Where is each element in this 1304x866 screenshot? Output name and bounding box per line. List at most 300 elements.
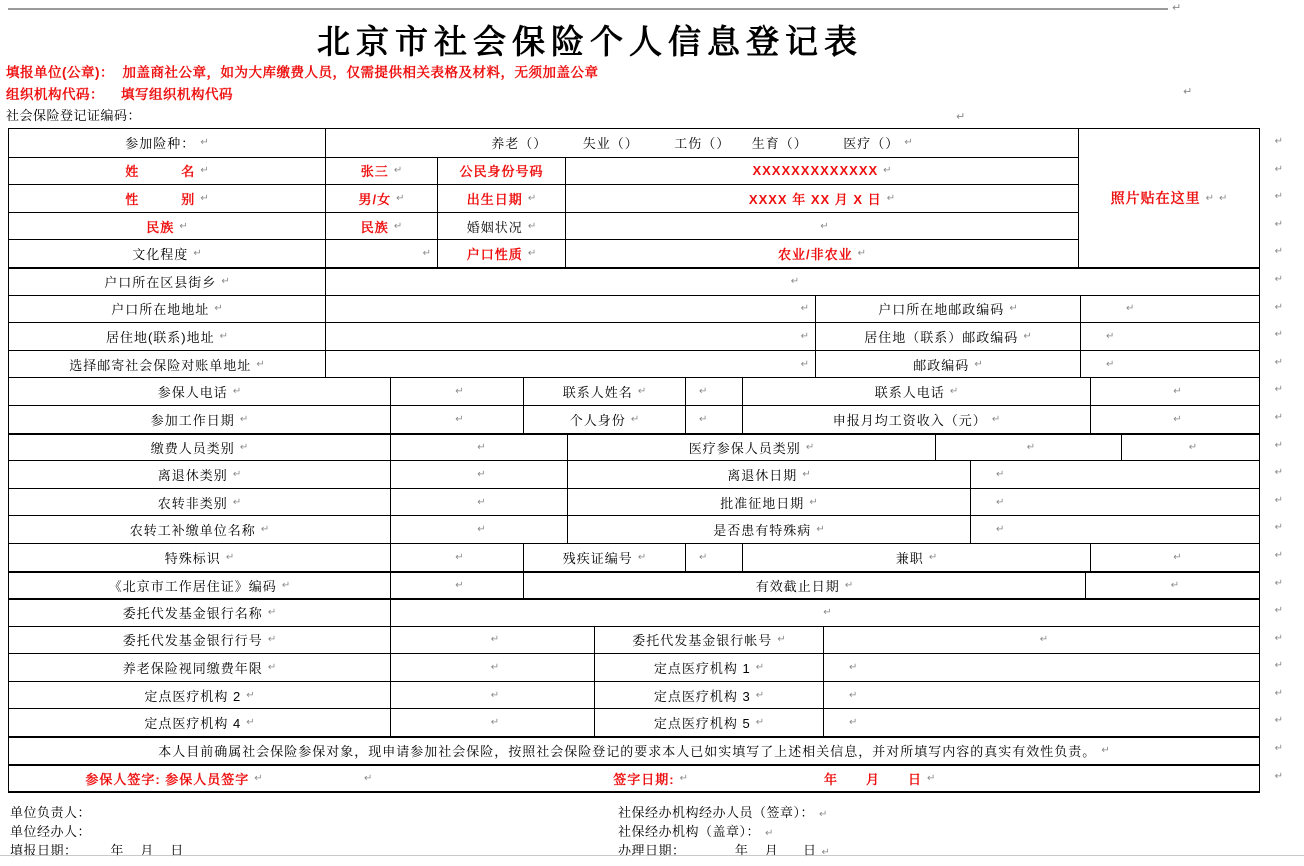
paragraph-mark-icon: ↵ [1274,549,1283,561]
paragraph-mark-icon: ↵ [1274,411,1283,423]
cell-text: 民族 [360,219,389,235]
field-label-cell [568,488,971,516]
paragraph-mark-icon: ↵ [765,828,774,839]
paragraph-mark-icon: ↵ [1274,494,1283,506]
field-value-cell[interactable] [326,239,438,267]
paragraph-mark-icon: ↵ [246,717,255,729]
paragraph-mark-icon: ↵ [637,386,647,398]
field-value-cell[interactable] [391,405,524,433]
field-value-cell[interactable] [1091,543,1259,571]
field-value-cell[interactable] [936,433,1122,461]
field-value-cell[interactable] [686,405,743,433]
field-value-cell[interactable] [326,267,1259,295]
field-label-cell [9,377,391,405]
field-value-cell[interactable] [459,764,694,792]
paragraph-mark-icon: ↵ [1219,192,1228,204]
paragraph-mark-icon: ↵ [857,248,866,260]
paragraph-mark-icon: ↵ [1274,218,1283,230]
paragraph-mark-icon: ↵ [802,468,811,480]
cell-text: 民族 [146,219,175,235]
paragraph-mark-icon: ↵ [1188,441,1198,453]
paragraph-mark-icon: ↵ [1039,634,1049,646]
field-value-cell[interactable] [391,681,595,709]
paragraph-mark-icon: ↵ [805,441,815,453]
paragraph-mark-icon: ↵ [364,772,373,784]
cell-text: 定点医疗机构 5 [653,716,751,732]
paragraph-mark-icon: ↵ [246,689,255,701]
paragraph-mark-icon: ↵ [1274,301,1283,313]
paragraph-mark-icon: ↵ [1173,551,1182,563]
paragraph-mark-icon: ↵ [755,717,765,729]
paragraph-mark-icon: ↵ [490,634,500,646]
cell-text: 户口所在地地址 [111,302,210,318]
org-code-note: 组织机构代码： 填写组织机构代码 [6,87,234,102]
field-value-cell[interactable] [1086,571,1259,599]
cell-text: 离退休日期 [727,467,798,483]
table-row [9,543,1283,571]
paragraph-mark-icon: ↵ [490,662,500,674]
field-label-cell [9,598,391,626]
field-value-cell[interactable] [566,184,1079,212]
cell-text: 男/女 [358,191,392,207]
table-row [9,405,1283,433]
paragraph-mark-icon: ↵ [527,220,537,232]
field-label-cell [9,157,326,185]
field-value-cell[interactable] [971,488,1259,516]
field-value-cell[interactable] [686,377,743,405]
paragraph-mark-icon: ↵ [179,220,188,232]
footer-line [618,803,830,822]
table-row [9,488,1283,516]
paragraph-mark-icon: ↵ [200,192,209,204]
field-value-cell[interactable] [326,322,816,350]
paragraph-mark-icon: ↵ [1274,522,1283,534]
field-value-cell[interactable] [824,708,1259,736]
table-row [9,598,1283,626]
field-label-cell [9,350,326,378]
field-label-cell [9,267,326,295]
field-label-cell [9,460,391,488]
field-value-cell[interactable] [391,488,568,516]
paragraph-mark-icon: ↵ [260,524,270,536]
field-label-cell [743,377,1091,405]
field-value-cell[interactable] [824,681,1259,709]
paragraph-mark-icon: ↵ [1274,770,1283,782]
field-label-cell [9,571,391,599]
field-value-cell[interactable] [971,460,1259,488]
field-label-cell [568,515,971,543]
paragraph-mark-icon: ↵ [1172,2,1182,14]
registration-form-table [8,128,1283,793]
paragraph-mark-icon: ↵ [232,496,242,508]
field-value-cell[interactable] [326,350,816,378]
field-label-cell [9,736,1259,764]
cell-text: 兼职 [895,550,924,566]
paragraph-mark-icon: ↵ [816,524,825,536]
cell-text: 医疗参保人员类别 [688,440,801,456]
cell-text: 定点医疗机构 2 [144,688,242,704]
table-row [9,653,1283,681]
paragraph-mark-icon: ↵ [790,276,800,288]
cell-text: 居住地（联系）邮政编码 [864,329,1019,345]
field-label-cell [438,157,566,185]
paragraph-mark-icon: ↵ [267,634,277,646]
field-label-cell [524,543,686,571]
paragraph-mark-icon: ↵ [232,386,242,398]
cell-text: 定点医疗机构 1 [653,661,751,677]
cell-text: 户口所在地邮政编码 [878,302,1005,318]
paragraph-mark-icon: ↵ [883,165,892,177]
cell-text: 申报月均工资收入（元） [832,412,987,428]
cell-text: 参保人签字: 参保人员签字 [85,771,250,787]
paragraph-mark-icon: ↵ [800,303,809,315]
paragraph-mark-icon: ↵ [1023,330,1032,342]
paragraph-mark-icon: ↵ [809,496,818,508]
table-row [9,184,1283,212]
field-label-cell [595,708,824,736]
paragraph-mark-icon: ↵ [393,165,403,177]
cell-text: 联系人姓名 [562,385,633,401]
cell-text: 委托代发基金银行帐号 [632,633,773,649]
cell-text: 出生日期 [466,191,523,207]
table-row [9,433,1283,461]
cell-text: 签字日期: [613,771,675,787]
paragraph-mark-icon: ↵ [800,358,809,370]
footer-line [10,822,184,841]
table-row [9,267,1283,295]
paragraph-mark-icon: ↵ [755,689,765,701]
paragraph-mark-icon: ↵ [1274,715,1283,727]
field-value-cell[interactable] [391,543,524,571]
paragraph-mark-icon: ↵ [1274,439,1283,451]
paragraph-mark-icon: ↵ [1101,745,1110,757]
table-row [9,736,1283,764]
cell-text: 定点医疗机构 3 [653,688,751,704]
paragraph-mark-icon: ↵ [1274,384,1283,396]
cell-text: 参加险种： [125,136,196,152]
field-label-cell [9,405,391,433]
cell-text: 公民身份号码 [459,164,544,180]
paragraph-mark-icon: ↵ [927,772,936,784]
field-value-cell[interactable] [391,433,568,461]
field-label-cell [524,405,686,433]
paragraph-mark-icon: ↵ [849,662,858,674]
field-value-cell[interactable] [326,157,438,185]
cell-text: 委托代发基金银行名称 [122,606,263,622]
paragraph-mark-icon: ↵ [1274,273,1283,285]
paragraph-mark-icon: ↵ [755,662,765,674]
fill-unit-note: 填报单位(公章)： 加盖商社公章，如为大库缴费人员，仅需提供相关表格及材料，无须加盖公章 [6,65,599,80]
footer-line-text: 社保经办机构（盖章）： [618,824,761,839]
table-row [9,157,1283,185]
footer-line-text: 办理日期： 年 月 日 [618,843,817,858]
paragraph-mark-icon: ↵ [232,468,242,480]
cell-text: 联系人电话 [874,385,945,401]
field-label-cell [816,350,1081,378]
cell-text: 性 别 [125,191,196,207]
paragraph-mark-icon: ↵ [1274,329,1283,341]
table-row [9,377,1283,405]
paragraph-mark-icon: ↵ [396,192,405,204]
field-value-cell[interactable] [1081,322,1259,350]
cell-text: 缴费人员类别 [150,440,235,456]
paragraph-mark-icon: ↵ [1126,303,1135,315]
field-label-cell [9,515,391,543]
field-value-cell[interactable] [9,764,339,792]
paragraph-mark-icon: ↵ [477,468,486,480]
cell-text: 养老（） 失业（） 工伤（） 生育（） 医疗（） [491,136,900,152]
paragraph-mark-icon: ↵ [974,358,983,370]
paragraph-mark-icon: ↵ [239,441,249,453]
paragraph-mark-icon: ↵ [193,248,202,260]
field-value-cell[interactable] [326,212,438,240]
field-label-cell [438,212,566,240]
field-label-cell [9,543,391,571]
paragraph-mark-icon: ↵ [699,386,708,398]
table-row [9,460,1283,488]
field-value-cell[interactable] [686,543,743,571]
cell-text: XXXX 年 XX 月 X 日 [748,191,882,207]
field-label-cell [9,322,326,350]
field-label-cell [524,571,1086,599]
paragraph-mark-icon: ↵ [267,662,277,674]
footer-line [10,841,184,860]
cell-text: 批准征地日期 [720,495,805,511]
paragraph-mark-icon: ↵ [1274,632,1283,644]
paragraph-mark-icon: ↵ [821,847,830,858]
field-value-cell[interactable] [326,295,816,323]
field-label-cell [9,488,391,516]
field-label-cell [9,653,391,681]
paragraph-mark-icon: ↵ [996,524,1005,536]
field-label-cell [595,681,824,709]
paragraph-mark-icon: ↵ [904,137,913,149]
field-label-cell [9,184,326,212]
paragraph-mark-icon: ↵ [1106,358,1115,370]
field-label-cell [595,626,824,654]
field-value-cell[interactable] [1091,405,1259,433]
table-row [9,322,1283,350]
field-value-cell[interactable] [1091,377,1259,405]
cell-text: 文化程度 [132,247,189,263]
table-row [9,571,1283,599]
cell-text: 养老保险视同缴费年限 [122,661,263,677]
paragraph-mark-icon: ↵ [1274,356,1283,368]
paragraph-mark-icon: ↵ [777,634,786,646]
paragraph-mark-icon: ↵ [679,772,688,784]
paragraph-mark-icon: ↵ [490,717,500,729]
cell-text: 农转非类别 [157,495,228,511]
paragraph-mark-icon: ↵ [281,579,291,591]
field-label-cell [438,239,566,267]
paragraph-mark-icon: ↵ [393,220,403,232]
header-rule-line [8,8,1168,10]
field-label-cell [339,764,459,792]
field-value-cell[interactable] [566,239,1079,267]
paragraph-mark-icon: ↵ [1009,303,1018,315]
table-row [9,350,1283,378]
field-label-cell [9,626,391,654]
cell-text: 《北京市工作居住证》编码 [108,578,277,594]
table-row [9,239,1283,267]
footer-right-column [618,803,830,860]
cell-text: 离退休类别 [157,467,228,483]
cell-text: 婚姻状况 [466,219,523,235]
field-value-cell[interactable] [391,460,568,488]
field-value-cell[interactable] [971,515,1259,543]
table-row [9,129,1283,157]
paragraph-mark-icon: ↵ [477,524,486,536]
paragraph-mark-icon: ↵ [844,579,854,591]
paragraph-mark-icon: ↵ [422,248,431,260]
field-value-cell[interactable] [1081,350,1259,378]
page-bottom-rule [0,855,1304,856]
field-value-cell[interactable] [391,626,595,654]
field-label-cell [9,708,391,736]
paragraph-mark-icon: ↵ [1274,605,1283,617]
footer-line-text: 单位经办人： [10,824,92,839]
table-row [9,515,1283,543]
field-label-cell [9,212,326,240]
field-label-cell [568,433,936,461]
paragraph-mark-icon: ↵ [477,496,486,508]
paragraph-mark-icon: ↵ [820,220,829,232]
field-value-cell[interactable] [391,708,595,736]
paragraph-mark-icon: ↵ [886,192,896,204]
footer-line [618,822,830,841]
field-value-cell[interactable] [391,571,524,599]
paragraph-mark-icon: ↵ [219,330,229,342]
cell-text: 选择邮寄社会保险对账单地址 [69,357,252,373]
paragraph-mark-icon: ↵ [477,441,486,453]
paragraph-mark-icon: ↵ [214,303,223,315]
cell-text: 有效截止日期 [755,578,840,594]
paragraph-mark-icon: ↵ [1183,86,1193,98]
field-value-cell[interactable] [824,626,1259,654]
paragraph-mark-icon: ↵ [1173,413,1182,425]
field-value-cell[interactable] [326,129,1079,157]
paragraph-mark-icon: ↵ [928,551,938,563]
photo-placeholder-cell[interactable] [1079,129,1259,267]
paragraph-mark-icon: ↵ [996,468,1005,480]
cell-text: 残疾证编号 [562,550,633,566]
paragraph-mark-icon: ↵ [849,689,858,701]
paragraph-mark-icon: ↵ [637,551,647,563]
cell-text: 邮政编码 [913,357,970,373]
footer-line-text: 社保经办机构经办人员（签章）： [618,805,815,820]
paragraph-mark-icon: ↵ [1274,743,1283,755]
footer-line-text: 填报日期： 年 月 日 [10,843,184,858]
field-value-cell[interactable] [566,212,1079,240]
paragraph-mark-icon: ↵ [1170,579,1180,591]
paragraph-mark-icon: ↵ [527,192,537,204]
field-value-cell[interactable] [694,764,1259,792]
cell-text: XXXXXXXXXXXXX [752,163,879,179]
table-row [9,212,1283,240]
paragraph-mark-icon: ↵ [221,276,230,288]
field-label-cell [438,184,566,212]
photo-placeholder-label: 照片贴在这里 [1110,190,1201,206]
cell-text: 本人目前确属社会保险参保对象，现申请参加社会保险，按照社会保险登记的要求本人已如实填写了上述相关信息，并对所填写内容的真实有效性负责。 [158,744,1097,760]
cell-text: 户口性质 [466,247,523,263]
field-label-cell [9,129,326,157]
paragraph-mark-icon: ↵ [527,248,537,260]
footer-line [10,803,184,822]
paragraph-mark-icon: ↵ [239,413,249,425]
paragraph-mark-icon: ↵ [1026,441,1036,453]
field-value-cell[interactable] [391,653,595,681]
paragraph-mark-icon: ↵ [819,809,828,820]
field-label-cell [9,295,326,323]
field-value-cell[interactable] [566,157,1079,185]
paragraph-mark-icon: ↵ [256,358,265,370]
cell-text: 张三 [360,164,389,180]
paragraph-mark-icon: ↵ [849,717,858,729]
paragraph-mark-icon: ↵ [956,111,966,123]
cell-text: 个人身份 [569,412,626,428]
cell-text: 年 月 日 [824,771,923,787]
paragraph-mark-icon: ↵ [200,165,209,177]
field-value-cell[interactable] [391,377,524,405]
cell-text: 参保人电话 [157,385,228,401]
cell-text: 姓 名 [125,164,196,180]
field-label-cell [568,460,971,488]
field-label-cell [524,377,686,405]
paragraph-mark-icon: ↵ [823,607,832,619]
field-value-cell[interactable] [1081,295,1259,323]
paragraph-mark-icon: ↵ [1274,191,1283,203]
paragraph-mark-icon: ↵ [1274,687,1283,699]
cell-text: 委托代发基金银行行号 [122,633,263,649]
field-value-cell[interactable] [1122,433,1259,461]
field-label-cell [743,543,1091,571]
table-row [9,626,1283,654]
paragraph-mark-icon: ↵ [1274,577,1283,589]
paragraph-mark-icon: ↵ [996,496,1005,508]
paragraph-mark-icon: ↵ [699,551,708,563]
paragraph-mark-icon: ↵ [630,413,640,425]
field-value-cell[interactable] [391,598,1259,626]
cell-text: 参加工作日期 [150,412,235,428]
paragraph-mark-icon: ↵ [1274,660,1283,672]
field-label-cell [743,405,1091,433]
paragraph-mark-icon: ↵ [1274,136,1283,147]
field-label-cell [816,295,1081,323]
cell-text: 农转工补缴单位名称 [129,523,256,539]
paragraph-mark-icon: ↵ [225,551,235,563]
cell-text: 定点医疗机构 4 [144,716,242,732]
field-value-cell[interactable] [391,515,568,543]
paragraph-mark-icon: ↵ [1274,163,1283,175]
footer-left-column [10,803,184,860]
social-insurance-reg-no-label: 社会保险登记证编码： [6,108,142,123]
paragraph-mark-icon: ↵ [455,386,464,398]
paragraph-mark-icon: ↵ [1274,467,1283,479]
field-value-cell[interactable] [326,184,438,212]
table-row [9,764,1283,792]
cell-text: 特殊标识 [164,550,221,566]
table-row [9,295,1283,323]
paragraph-mark-icon: ↵ [1274,246,1283,258]
paragraph-mark-icon: ↵ [699,413,708,425]
paragraph-mark-icon: ↵ [254,772,263,784]
footer-line [618,841,830,860]
field-value-cell[interactable] [824,653,1259,681]
paragraph-mark-icon: ↵ [490,689,500,701]
field-label-cell [9,433,391,461]
cell-text: 居住地(联系)地址 [105,329,215,345]
cell-text: 是否患有特殊病 [713,523,812,539]
